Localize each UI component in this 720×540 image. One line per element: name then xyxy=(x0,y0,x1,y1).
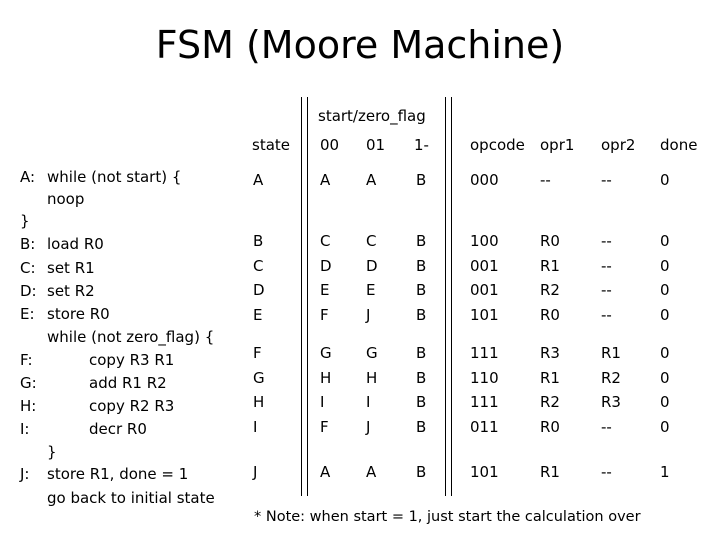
state-label-d: D: xyxy=(20,282,37,300)
cell-value: F xyxy=(320,417,329,436)
cell-value: 000 xyxy=(470,171,499,189)
cell-value: A xyxy=(253,171,264,189)
header-done: done xyxy=(660,136,698,154)
cell-state xyxy=(253,460,257,485)
cell-value: -- xyxy=(601,463,612,481)
cell-value: B xyxy=(416,232,427,250)
cell-value: B xyxy=(416,281,427,299)
cell-opcode xyxy=(470,229,499,327)
cell-s00 xyxy=(320,341,332,439)
cell-value: G xyxy=(253,368,265,387)
brace-label: } xyxy=(20,212,30,230)
cell-value: 111 xyxy=(470,344,499,362)
cell-value: B xyxy=(416,344,427,362)
cell-value: 0 xyxy=(660,305,670,324)
cell-opr2 xyxy=(601,341,621,439)
state-label-i: I: xyxy=(20,420,30,438)
cell-value: B xyxy=(416,171,427,189)
cell-value: R2 xyxy=(540,281,560,299)
header-1x: 1- xyxy=(414,136,429,154)
cell-value: -- xyxy=(601,171,612,189)
cell-value: B xyxy=(416,305,427,324)
cell-done xyxy=(660,460,670,485)
cell-opcode xyxy=(470,168,499,193)
cell-value: R1 xyxy=(540,463,560,481)
cell-value: R1 xyxy=(540,256,560,275)
header-00: 00 xyxy=(320,136,340,154)
cell-value: 011 xyxy=(470,417,499,436)
cell-s00 xyxy=(320,229,332,327)
divider-inputs-right xyxy=(445,97,446,496)
cell-value: 101 xyxy=(470,305,499,324)
cell-value: 001 xyxy=(470,256,499,275)
cell-value: R2 xyxy=(601,368,621,387)
cell-done xyxy=(660,229,670,327)
cell-done xyxy=(660,168,670,193)
cell-opr2 xyxy=(601,168,612,193)
cell-value: J xyxy=(366,305,371,324)
cell-value: A xyxy=(320,463,331,481)
cell-opr2 xyxy=(601,229,612,327)
cell-value: 0 xyxy=(660,344,670,362)
code-line: while (not zero_flag) { xyxy=(47,328,215,346)
cell-value: R0 xyxy=(540,232,560,250)
cell-value: D xyxy=(253,281,265,299)
header-opcode: opcode xyxy=(470,136,525,154)
cell-value: J xyxy=(366,417,371,436)
code-line: store R1, done = 1 xyxy=(47,465,189,483)
cell-value: I xyxy=(320,393,325,411)
cell-value: 001 xyxy=(470,281,499,299)
header-01: 01 xyxy=(366,136,386,154)
cell-value: J xyxy=(253,463,258,481)
cell-value: I xyxy=(366,393,371,411)
cell-value: 101 xyxy=(470,463,499,481)
cell-value: A xyxy=(320,171,331,189)
cell-value: 1 xyxy=(660,463,670,481)
cell-value: 0 xyxy=(660,232,670,250)
code-line: noop xyxy=(47,190,85,208)
cell-s01 xyxy=(366,229,378,327)
code-line: set R2 xyxy=(47,282,95,300)
header-opr1: opr1 xyxy=(540,136,575,154)
divider-outputs xyxy=(451,97,452,496)
cell-s00 xyxy=(320,460,330,485)
cell-value: H xyxy=(320,368,332,387)
cell-value: 0 xyxy=(660,417,670,436)
cell-value: B xyxy=(253,232,264,250)
cell-value: -- xyxy=(601,305,612,324)
cell-value: -- xyxy=(601,417,612,436)
cell-s00 xyxy=(320,168,330,193)
cell-value: R3 xyxy=(540,344,560,362)
cell-value: E xyxy=(253,305,263,324)
header-state: state xyxy=(252,136,290,154)
cell-value: 111 xyxy=(470,393,499,411)
cell-value: G xyxy=(320,344,332,362)
input-group-label: start/zero_flag xyxy=(318,107,426,125)
cell-value: G xyxy=(366,344,378,362)
header-opr2: opr2 xyxy=(601,136,636,154)
cell-value: E xyxy=(320,281,330,299)
cell-value: D xyxy=(366,256,378,275)
cell-s1x xyxy=(416,168,426,193)
code-line: set R1 xyxy=(47,259,95,277)
code-line: copy R2 R3 xyxy=(89,397,175,415)
cell-value: R2 xyxy=(540,393,560,411)
cell-value: B xyxy=(416,256,427,275)
cell-value: C xyxy=(253,256,264,275)
state-label-a: A: xyxy=(20,168,36,186)
cell-value: -- xyxy=(601,256,612,275)
cell-opr1 xyxy=(540,168,551,193)
state-label-c: C: xyxy=(20,259,36,277)
cell-value: D xyxy=(320,256,332,275)
slide-title: FSM (Moore Machine) xyxy=(155,23,565,67)
cell-value: A xyxy=(366,463,377,481)
cell-value: 100 xyxy=(470,232,499,250)
cell-value: 0 xyxy=(660,171,670,189)
cell-value: C xyxy=(320,232,331,250)
cell-value: R1 xyxy=(540,368,560,387)
cell-value: B xyxy=(416,368,427,387)
cell-value: B xyxy=(416,463,427,481)
cell-value: R0 xyxy=(540,305,560,324)
cell-value: E xyxy=(366,281,376,299)
cell-value: 0 xyxy=(660,281,670,299)
cell-value: 0 xyxy=(660,256,670,275)
cell-opr1 xyxy=(540,460,560,485)
code-line: store R0 xyxy=(47,305,110,323)
code-line: load R0 xyxy=(47,235,104,253)
cell-value: 0 xyxy=(660,393,670,411)
cell-opr1 xyxy=(540,341,560,439)
code-line: decr R0 xyxy=(89,420,147,438)
cell-opcode xyxy=(470,341,499,439)
code-line: copy R3 R1 xyxy=(89,351,175,369)
cell-value: -- xyxy=(540,171,551,189)
cell-s1x xyxy=(416,460,426,485)
cell-value: R0 xyxy=(540,417,560,436)
cell-state xyxy=(253,229,265,327)
divider-inputs-left xyxy=(307,97,308,496)
cell-value: H xyxy=(253,393,265,411)
cell-done xyxy=(660,341,670,439)
cell-value: B xyxy=(416,393,427,411)
state-label-e: E: xyxy=(20,305,35,323)
cell-value: R3 xyxy=(601,393,621,411)
state-label-j: J: xyxy=(20,465,30,483)
cell-value: R1 xyxy=(601,344,621,362)
cell-s1x xyxy=(416,229,426,327)
cell-state xyxy=(253,168,263,193)
code-line: while (not start) { xyxy=(47,168,182,186)
state-label-b: B: xyxy=(20,235,36,253)
cell-s01 xyxy=(366,168,376,193)
cell-value: A xyxy=(366,171,377,189)
cell-opcode xyxy=(470,460,499,485)
cell-value: F xyxy=(253,344,262,362)
cell-state xyxy=(253,341,265,439)
cell-value: F xyxy=(320,305,329,324)
divider-state xyxy=(301,97,302,496)
cell-value: 110 xyxy=(470,368,499,387)
cell-value: I xyxy=(253,417,258,436)
state-label-g: G: xyxy=(20,374,37,392)
footnote: * Note: when start = 1, just start the calculation over xyxy=(254,509,641,525)
code-line: add R1 R2 xyxy=(89,374,167,392)
cell-value: B xyxy=(416,417,427,436)
cell-value: C xyxy=(366,232,377,250)
cell-s01 xyxy=(366,341,378,439)
code-line: go back to initial state xyxy=(47,489,215,507)
cell-value: -- xyxy=(601,232,612,250)
cell-value: -- xyxy=(601,281,612,299)
state-label-h: H: xyxy=(20,397,37,415)
cell-opr2 xyxy=(601,460,612,485)
code-line: } xyxy=(47,443,57,461)
state-label-f: F: xyxy=(20,351,33,369)
cell-s01 xyxy=(366,460,376,485)
cell-value: H xyxy=(366,368,378,387)
cell-s1x xyxy=(416,341,426,439)
cell-value: 0 xyxy=(660,368,670,387)
cell-opr1 xyxy=(540,229,560,327)
